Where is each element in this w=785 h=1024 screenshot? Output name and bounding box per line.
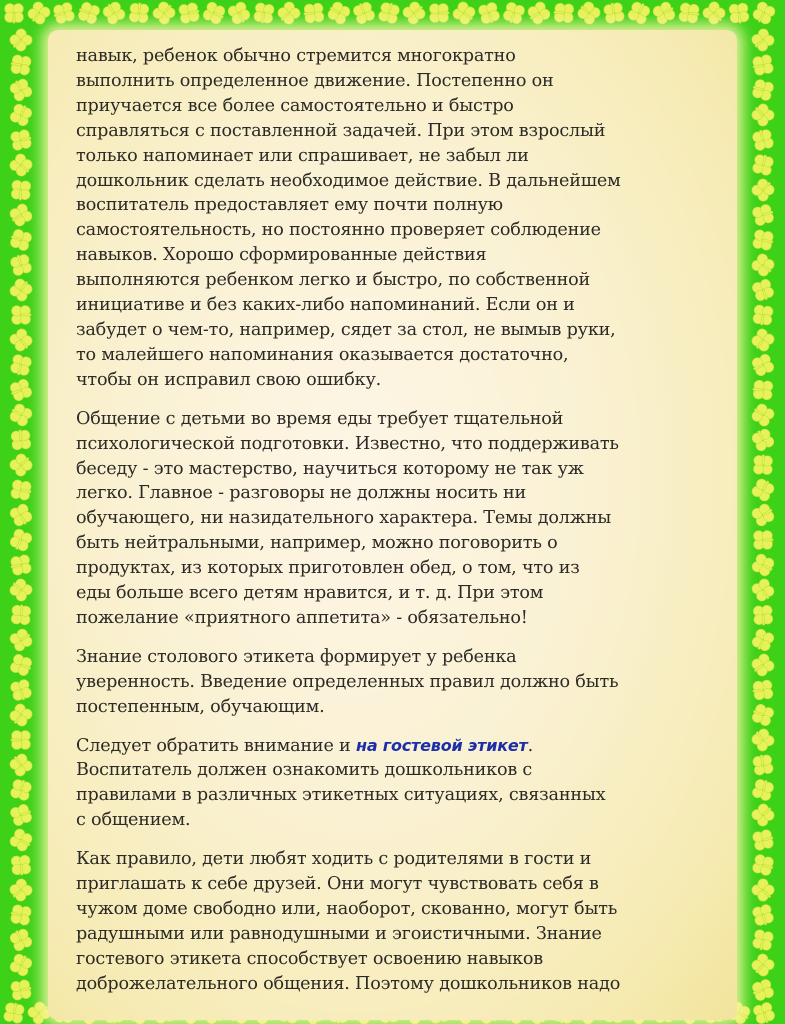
text-line: психологической подготовки. Известно, что поддерживать	[76, 433, 619, 454]
clover-icon	[752, 680, 774, 701]
clover-icon	[749, 327, 776, 354]
clover-icon	[8, 451, 35, 478]
clover-icon	[25, 0, 52, 27]
guest-etiquette-link[interactable]: на гостевой этикет	[355, 735, 528, 755]
clover-icon	[7, 877, 34, 904]
text-line: продуктах, из которых приготовлен обед, о том, что из	[76, 558, 580, 579]
clover-icon	[8, 77, 34, 103]
clover-icon	[477, 1, 501, 25]
text-line: инициативе и без каких-либо напоминаний. Если он и	[76, 295, 575, 316]
text-line: приглашать к себе друзей. Они могут чувствовать себя в	[76, 874, 599, 895]
clover-icon	[129, 2, 149, 23]
clover-icon	[752, 1001, 776, 1024]
clover-icon	[9, 353, 32, 377]
clover-icon	[8, 527, 33, 553]
clover-icon	[749, 952, 776, 979]
text-line: то малейшего напоминания оказывается достаточно,	[76, 344, 569, 365]
clover-icon	[749, 652, 776, 679]
text-line: Знание столового этикета формирует у ребенка	[76, 646, 517, 667]
clover-icon	[11, 731, 30, 750]
clover-icon	[8, 827, 34, 853]
clover-icon	[749, 402, 776, 428]
clover-icon	[8, 228, 33, 252]
clover-icon	[10, 979, 32, 1001]
text-line: только напоминает или спрашивает, не забыл ли	[76, 145, 529, 166]
clover-icon	[751, 853, 775, 876]
text-line: чтобы он исправил свою ошибку.	[76, 369, 381, 390]
clover-icon	[9, 904, 32, 926]
clover-icon	[750, 353, 775, 378]
text-line: выполняются ребенком легко и быстро, по собственной	[76, 270, 591, 291]
clover-icon	[3, 1001, 25, 1024]
clover-icon	[10, 479, 32, 501]
clover-icon	[749, 101, 776, 128]
clover-icon	[751, 203, 775, 227]
clover-icon	[751, 54, 774, 76]
clover-icon	[750, 502, 776, 528]
clover-icon	[10, 129, 33, 151]
clover-icon	[750, 703, 775, 728]
clover-icon	[751, 278, 776, 303]
clover-icon	[750, 252, 777, 279]
clover-icon	[303, 3, 324, 24]
clover-icon	[226, 0, 252, 26]
clover-icon	[8, 927, 33, 953]
clover-icon	[9, 803, 34, 828]
clover-icon	[275, 0, 302, 27]
text-line-with-link	[76, 734, 716, 759]
clover-icon	[752, 229, 775, 251]
clover-icon	[750, 577, 776, 604]
clover-icon	[752, 829, 775, 852]
clover-icon	[8, 952, 34, 978]
clover-icon	[9, 253, 33, 277]
clover-icon	[575, 0, 602, 26]
clover-icon	[9, 102, 34, 128]
text-line: уверенность. Введение определенных правил должно быть	[76, 671, 619, 692]
clover-icon	[750, 978, 774, 1002]
text-line: с общением.	[76, 810, 191, 831]
clover-icon	[178, 2, 201, 24]
clover-icon	[10, 54, 32, 76]
text-line: доброжелательного общения. Поэтому дошкольников надо	[76, 973, 621, 994]
clover-icon	[101, 0, 127, 26]
paragraph-4	[76, 734, 716, 834]
clover-icon	[749, 726, 776, 753]
clover-icon	[9, 653, 34, 678]
text-line: постепенным, обучающим.	[76, 696, 325, 717]
text-fragment: .	[527, 735, 534, 756]
clover-icon	[750, 477, 776, 503]
document-text	[76, 44, 716, 1009]
clover-icon	[749, 27, 776, 54]
clover-icon	[9, 778, 32, 802]
clover-icon	[76, 1, 101, 26]
clover-icon	[9, 554, 32, 576]
clover-icon	[9, 678, 32, 702]
clover-icon	[11, 305, 31, 324]
text-line: приучается все более самостоятельно и быстро	[76, 95, 514, 116]
text-line: Как правило, дети любят ходить с родителями в гости и	[76, 849, 592, 870]
text-line: самостоятельность, но постоянно проверяет соблюдение	[76, 220, 601, 241]
clover-icon	[729, 3, 750, 25]
paragraph-3	[76, 645, 716, 720]
clover-icon	[11, 180, 31, 201]
clover-icon	[151, 0, 178, 26]
text-line: Воспитатель должен ознакомить дошкольников с	[76, 760, 533, 781]
text-line: правилами в различных этикетных ситуациях, связанных	[76, 785, 606, 806]
clover-icon	[11, 855, 31, 876]
clover-icon	[701, 0, 728, 27]
clover-icon	[525, 0, 552, 26]
text-line: пожелание «приятного аппетита» - обязательно!	[76, 607, 528, 628]
clover-icon	[8, 276, 35, 303]
clover-icon	[8, 152, 35, 179]
text-line: чужом доме свободно или, наоборот, скованно, могут быть	[76, 899, 618, 919]
clover-icon	[553, 3, 574, 23]
clover-icon	[401, 0, 428, 26]
clover-icon	[752, 153, 775, 176]
clover-icon	[752, 304, 773, 326]
paragraph-5	[76, 847, 716, 996]
clover-icon	[750, 628, 775, 654]
clover-icon	[11, 604, 31, 625]
text-line: еды больше всего детям нравится, и т. д. При этом	[76, 583, 544, 604]
text-line: беседу - это мастерство, научиться которому не так уж	[76, 458, 584, 479]
clover-icon	[751, 128, 774, 152]
clover-icon	[7, 202, 34, 228]
paragraph-1	[76, 44, 716, 393]
clover-icon	[753, 605, 773, 626]
clover-icon	[751, 903, 774, 927]
clover-icon	[201, 0, 227, 25]
clover-icon	[429, 3, 449, 22]
clover-icon	[8, 327, 35, 354]
clover-icon	[750, 552, 776, 578]
clover-icon	[451, 0, 478, 26]
clover-icon	[352, 0, 377, 25]
clover-icon	[8, 502, 34, 528]
clover-icon	[751, 78, 775, 102]
clover-icon	[8, 378, 33, 403]
clover-icon	[502, 1, 526, 26]
clover-icon	[678, 2, 700, 24]
clover-icon	[7, 27, 34, 54]
clover-icon	[750, 176, 777, 203]
clover-icon	[8, 402, 34, 428]
text-line: забудет о чем-то, например, сядет за стол, не вымыв руки,	[76, 319, 616, 340]
clover-icon	[752, 754, 774, 776]
clover-icon	[7, 751, 34, 778]
clover-icon	[627, 0, 652, 25]
clover-icon	[750, 427, 776, 453]
clover-icon	[603, 1, 625, 24]
clover-icon	[8, 627, 34, 653]
clover-icon	[326, 0, 352, 26]
clover-icon	[752, 380, 773, 400]
clover-icon	[11, 429, 32, 450]
text-fragment: Следует обратить внимание и	[76, 735, 356, 756]
clover-icon	[7, 576, 34, 603]
clover-icon	[377, 1, 400, 25]
text-line: легко. Главное - разговоры не должны носить ни	[76, 483, 527, 504]
text-line: быть нейтральными, например, можно поговорить о	[76, 533, 558, 554]
clover-icon	[750, 877, 777, 904]
clover-icon	[52, 1, 76, 24]
clover-icon	[753, 530, 773, 549]
clover-icon	[5, 4, 24, 23]
text-line: навыков. Хорошо сформированные действия	[76, 245, 487, 266]
clover-icon	[751, 0, 777, 26]
text-line: навык, ребенок обычно стремится многократно	[76, 46, 516, 66]
text-line: радушными или равнодушными и эгоистичными. Знание	[76, 923, 602, 944]
clover-icon	[751, 777, 775, 801]
text-line: воспитатель предоставляет ему почти полную	[76, 195, 503, 216]
clover-icon	[752, 929, 775, 952]
clover-icon	[750, 801, 777, 828]
text-line: гостевого этикета способствует освоению навыков	[76, 948, 543, 969]
paragraph-2	[76, 407, 716, 631]
clover-icon	[7, 702, 34, 729]
text-line: дошкольник сделать необходимое действие. В дальнейшем	[76, 170, 621, 191]
text-line: выполнить определенное движение. Постепенно он	[76, 70, 554, 91]
text-line: обучающего, ни назидательного характера. Темы должны	[76, 508, 612, 529]
clover-icon	[753, 455, 772, 475]
text-line: Общение с детьми во время еды требует тщательной	[76, 408, 564, 429]
clover-icon	[253, 2, 275, 24]
clover-icon	[651, 0, 677, 26]
text-line: справляться с поставленной задачей. При этом взрослый	[76, 120, 606, 141]
